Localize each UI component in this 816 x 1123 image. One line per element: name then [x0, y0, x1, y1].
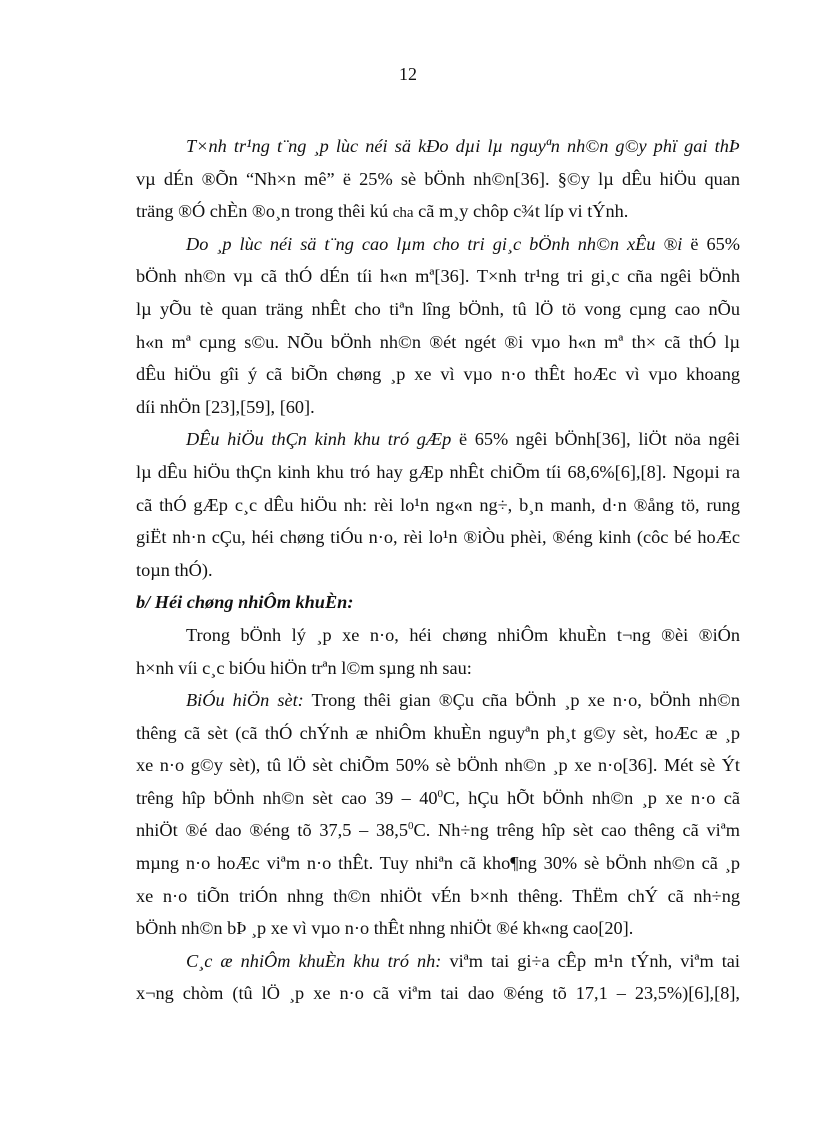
text-line: [136, 521, 740, 554]
text-segment: bÖnh nh©n bÞ ¸p xe vì vµo n·o thÊt nhng nhiÖt ®é kh«ng cao[20].: [136, 918, 634, 939]
text-line: [136, 163, 740, 196]
text-segment: h×nh víi c¸c biÓu hiÖn trªn l©m sµng nh sau:: [136, 657, 472, 678]
text-segment: BiÓu hiÖn sèt:: [186, 690, 304, 711]
text-line: [136, 293, 740, 326]
text-segment: C. Nh÷ng trêng hîp sèt cao thêng cã viªm: [413, 820, 740, 841]
text-line: [136, 423, 740, 456]
text-line: [136, 228, 740, 261]
text-segment: thêng cã sèt (cã thÓ chÝnh æ nhiÔm khuÈn nguyªn ph¸t g©y sèt, hoÆc æ ¸p: [136, 722, 740, 743]
text-line: [136, 260, 740, 293]
text-segment: dÊu hiÖu gîi ý cã biÕn chøng ¸p xe vì vµo n·o thÊt hoÆc vì vµo khoang: [136, 364, 740, 385]
text-segment: ë 65%: [682, 233, 740, 254]
text-line: [136, 814, 740, 847]
text-segment: C¸c æ nhiÔm khuÈn khu tró nh:: [186, 950, 442, 971]
text-line: [136, 554, 740, 587]
text-line: [136, 652, 740, 685]
text-line: [136, 717, 740, 750]
text-segment: nhiÖt ®é dao ®éng tõ 37,5 – 38,5: [136, 820, 409, 841]
text-line: [136, 977, 740, 1010]
document-body: [136, 130, 740, 1010]
text-line: [136, 749, 740, 782]
text-segment: bÖnh nh©n vµ cã thÓ dÉn tíi h«n mª[36]. T×nh tr¹ng tri gi¸c cña ngêi bÖnh: [136, 266, 740, 287]
text-segment: lµ dÊu hiÖu thÇn kinh khu tró hay gÆp nhÊt chiÕm tíi 68,6%[6],[8]. Ngoµi ra: [136, 461, 740, 482]
text-segment: xe n·o tiÕn triÓn nhng th©n nhiÖt vÉn b×nh thêng. ThËm chÝ cã nh÷ng: [136, 885, 740, 906]
text-line: [136, 945, 740, 978]
text-line: [136, 391, 740, 424]
text-segment: C, hÇu hÕt bÖnh nh©n ¸p xe n·o cã: [443, 787, 740, 808]
text-line: [136, 684, 740, 717]
text-line: [136, 130, 740, 163]
text-line: [136, 358, 740, 391]
text-line: [136, 195, 740, 228]
text-segment: cã thÓ gÆp c¸c dÊu hiÖu nh: rèi lo¹n ng«n ng÷, b¸n manh, d·n ®ång tö, rung: [136, 494, 740, 515]
text-line: [136, 912, 740, 945]
text-segment: träng ®Ó chÈn ®o¸n trong thêi kú: [136, 201, 393, 222]
text-segment: ë 65% ngêi bÖnh[36], liÖt nöa ngêi: [451, 429, 740, 450]
text-line: [136, 586, 740, 619]
text-line: [136, 619, 740, 652]
text-segment: cha: [392, 205, 414, 222]
text-segment: lµ yÕu tè quan träng nhÊt cho tiªn lîng bÖnh, tû lÖ tö vong cµng cao nÕu: [136, 298, 740, 319]
text-segment: DÊu hiÖu thÇn kinh khu tró gÆp: [186, 429, 452, 450]
text-line: [136, 880, 740, 913]
page-number: 12: [399, 64, 417, 84]
text-line: [136, 847, 740, 880]
superscript: 0: [408, 820, 414, 833]
text-segment: trêng hîp bÖnh nh©n sèt cao 39 – 40: [136, 787, 438, 808]
text-segment: Do ¸p lùc néi sä t¨ng cao lµm cho tri gi¸c bÖnh nh©n xÊu ®i: [186, 233, 683, 254]
text-segment: viªm tai gi÷a cÊp m¹n tÝnh, viªm tai: [441, 950, 740, 971]
text-segment: vµ dÉn ®Õn “Nh×n mê” ë 25% sè bÖnh nh©n[36]. §©y lµ dÊu hiÖu quan: [136, 168, 740, 189]
superscript: 0: [437, 787, 444, 800]
text-segment: díi nhÖn [23],[59], [60].: [136, 396, 315, 417]
text-segment: xe n·o g©y sèt), tû lÖ sèt chiÕm 50% sè bÖnh nh©n ¸p xe n·o[36]. Mét sè Ýt: [136, 755, 740, 776]
text-segment: h«n mª cµng s©u. NÕu bÖnh nh©n ®ét ngét ®i vµo h«n mª th× cã thÓ lµ: [136, 331, 740, 352]
text-line: [136, 456, 740, 489]
text-segment: mµng n·o hoÆc viªm n·o thÊt. Tuy nhiªn cã kho¶ng 30% sè bÖnh nh©n cã ¸p: [136, 853, 740, 874]
text-segment: giËt nh·n cÇu, héi chøng tiÓu n·o, rèi lo¹n ®iÒu phèi, ®éng kinh (côc bé hoÆc: [136, 527, 740, 548]
text-segment: T×nh tr¹ng t¨ng ¸p lùc néi sä kÐo dµi lµ nguyªn nh©n g©y phï gai thÞ: [186, 136, 740, 156]
text-segment: cã m¸y chôp c¾t líp vi tÝnh.: [413, 201, 629, 222]
text-segment: Trong bÖnh lý ¸p xe n·o, héi chøng nhiÔm khuÈn t¬ng ®èi ®iÓn: [186, 624, 740, 645]
text-line: [136, 782, 740, 815]
text-segment: Trong thêi gian ®Çu cña bÖnh ¸p xe n·o, bÖnh nh©n: [303, 690, 740, 711]
text-segment: b/ Héi chøng nhiÔm khuÈn:: [136, 592, 354, 613]
text-line: [136, 326, 740, 359]
text-segment: toµn thÓ).: [136, 559, 213, 580]
text-segment: x¬ng chòm (tû lÖ ¸p xe n·o cã viªm tai dao ®éng tõ 17,1 – 23,5%)[6],[8],: [136, 983, 740, 1004]
text-line: [136, 489, 740, 522]
